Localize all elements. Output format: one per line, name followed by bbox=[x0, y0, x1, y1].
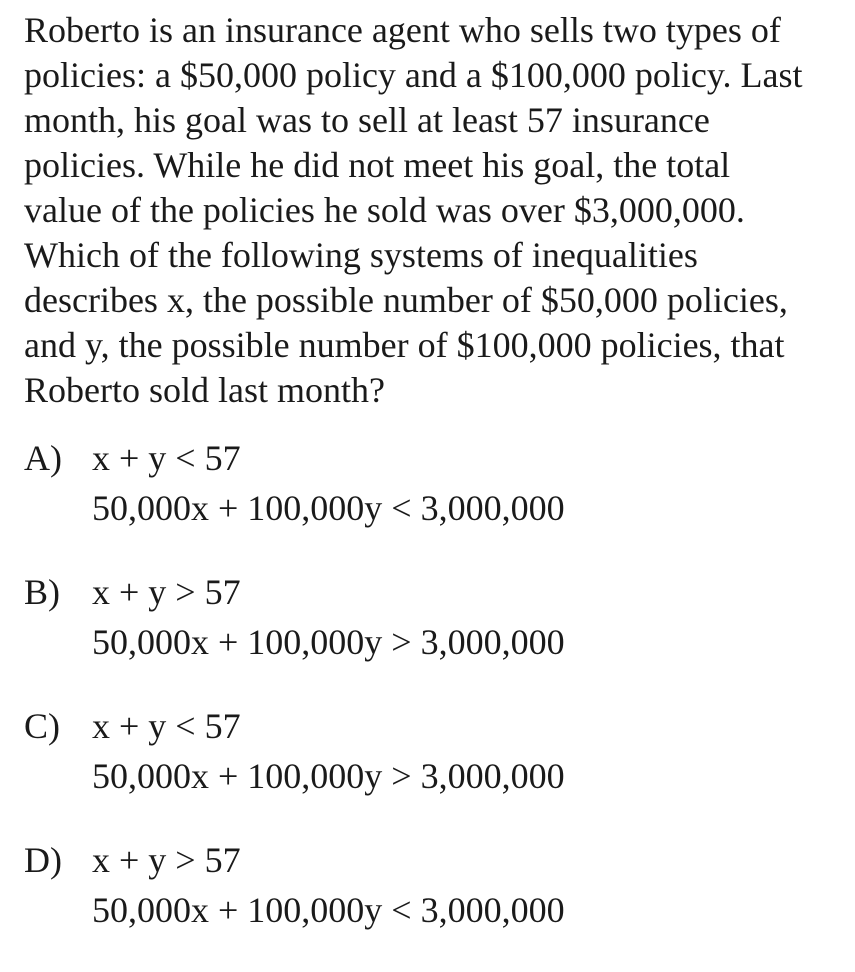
choice-inequality-1: x + y < 57 bbox=[92, 706, 241, 746]
choice-inequality-2: 50,000x + 100,000y > 3,000,000 bbox=[92, 622, 565, 662]
question-line: month, his goal was to sell at least 57 insurance bbox=[24, 100, 710, 140]
choice-inequality-2: 50,000x + 100,000y < 3,000,000 bbox=[92, 488, 565, 528]
choice-inequality-1: x + y > 57 bbox=[92, 840, 241, 880]
question-line: value of the policies he sold was over $3,000,000. bbox=[24, 190, 745, 230]
choice-letter: C) bbox=[24, 706, 60, 746]
choice-inequality-1: x + y < 57 bbox=[92, 438, 241, 478]
choice-c[interactable] bbox=[24, 704, 844, 838]
question-line: describes x, the possible number of $50,000 policies, bbox=[24, 280, 788, 320]
question-line: policies. While he did not meet his goal, the total bbox=[24, 145, 731, 185]
choice-d[interactable] bbox=[24, 838, 844, 972]
choice-inequality-2: 50,000x + 100,000y < 3,000,000 bbox=[92, 890, 565, 930]
choice-a[interactable] bbox=[24, 436, 844, 570]
choice-letter: D) bbox=[24, 840, 62, 880]
choice-b[interactable] bbox=[24, 570, 844, 704]
choice-inequality-2: 50,000x + 100,000y > 3,000,000 bbox=[92, 756, 565, 796]
question-line: policies: a $50,000 policy and a $100,000 policy. Last bbox=[24, 55, 803, 95]
question-line: Which of the following systems of inequalities bbox=[24, 235, 698, 275]
choice-inequality-1: x + y > 57 bbox=[92, 572, 241, 612]
question-line: Roberto is an insurance agent who sells two types of bbox=[24, 10, 781, 50]
question-line: Roberto sold last month? bbox=[24, 370, 385, 410]
question-line: and y, the possible number of $100,000 policies, that bbox=[24, 325, 785, 365]
choice-letter: B) bbox=[24, 572, 60, 612]
question-text bbox=[24, 8, 844, 413]
choice-letter: A) bbox=[24, 438, 62, 478]
answer-choices bbox=[24, 436, 844, 972]
